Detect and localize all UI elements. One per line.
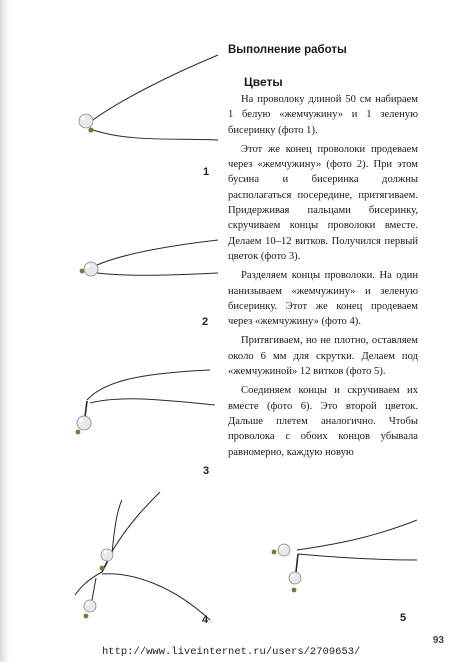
photo-4-illustration — [72, 490, 217, 630]
paragraph: Разделяем концы проволоки. На один нанизываем «жемчужину» и зеленую бисеринку. Этот же конец продеваем через «жемчужину» (фото 4). — [228, 270, 418, 328]
body-text — [228, 92, 418, 464]
paragraph: На проволоку длиной 50 см набираем 1 белую «жемчужину» и 1 зеленую бисеринку (фото 1). — [228, 94, 418, 136]
photo-number-1: 1 — [203, 166, 210, 178]
photo-1 — [60, 50, 220, 160]
photo-number-4: 4 — [202, 614, 209, 626]
photo-1-illustration — [60, 50, 220, 160]
paragraph: Соединяем концы и скручиваем их вместе (фото 6). Это второй цветок. Дальше плетем аналогично. Чтобы проволока с обоих концов убывала равномерно, каждую новую — [228, 385, 418, 458]
watermark-url: http://www.liveinternet.ru/users/2709653/ — [102, 646, 361, 658]
photo-3 — [65, 365, 220, 445]
section-heading: Выполнение работы — [228, 44, 347, 56]
page-number: 93 — [432, 635, 444, 646]
photo-5 — [262, 510, 422, 600]
subsection-heading: Цветы — [244, 75, 283, 89]
photo-2 — [75, 235, 220, 285]
photo-number-5: 5 — [400, 612, 407, 624]
photo-3-illustration — [65, 365, 220, 445]
photo-number-2: 2 — [202, 316, 209, 328]
photo-number-3: 3 — [203, 465, 210, 477]
photo-4 — [72, 490, 217, 630]
page-edge — [0, 0, 10, 662]
photo-2-illustration — [75, 235, 220, 285]
paragraph: Этот же конец проволоки продеваем через «жемчужину» (фото 2). При этом бусина и бисеринка должны располагаться посередине, притягиваем. Придерживая пальцами бисеринку, скручиваем концы проволоки вместе. Делаем 10–12 витков. Получился первый цветок (фото 3). — [228, 143, 418, 262]
photo-5-illustration — [262, 510, 422, 600]
paragraph: Притягиваем, но не плотно, оставляем около 6 мм для скрутки. Делаем под «жемчужиной» 12 витков (фото 5). — [228, 335, 418, 378]
